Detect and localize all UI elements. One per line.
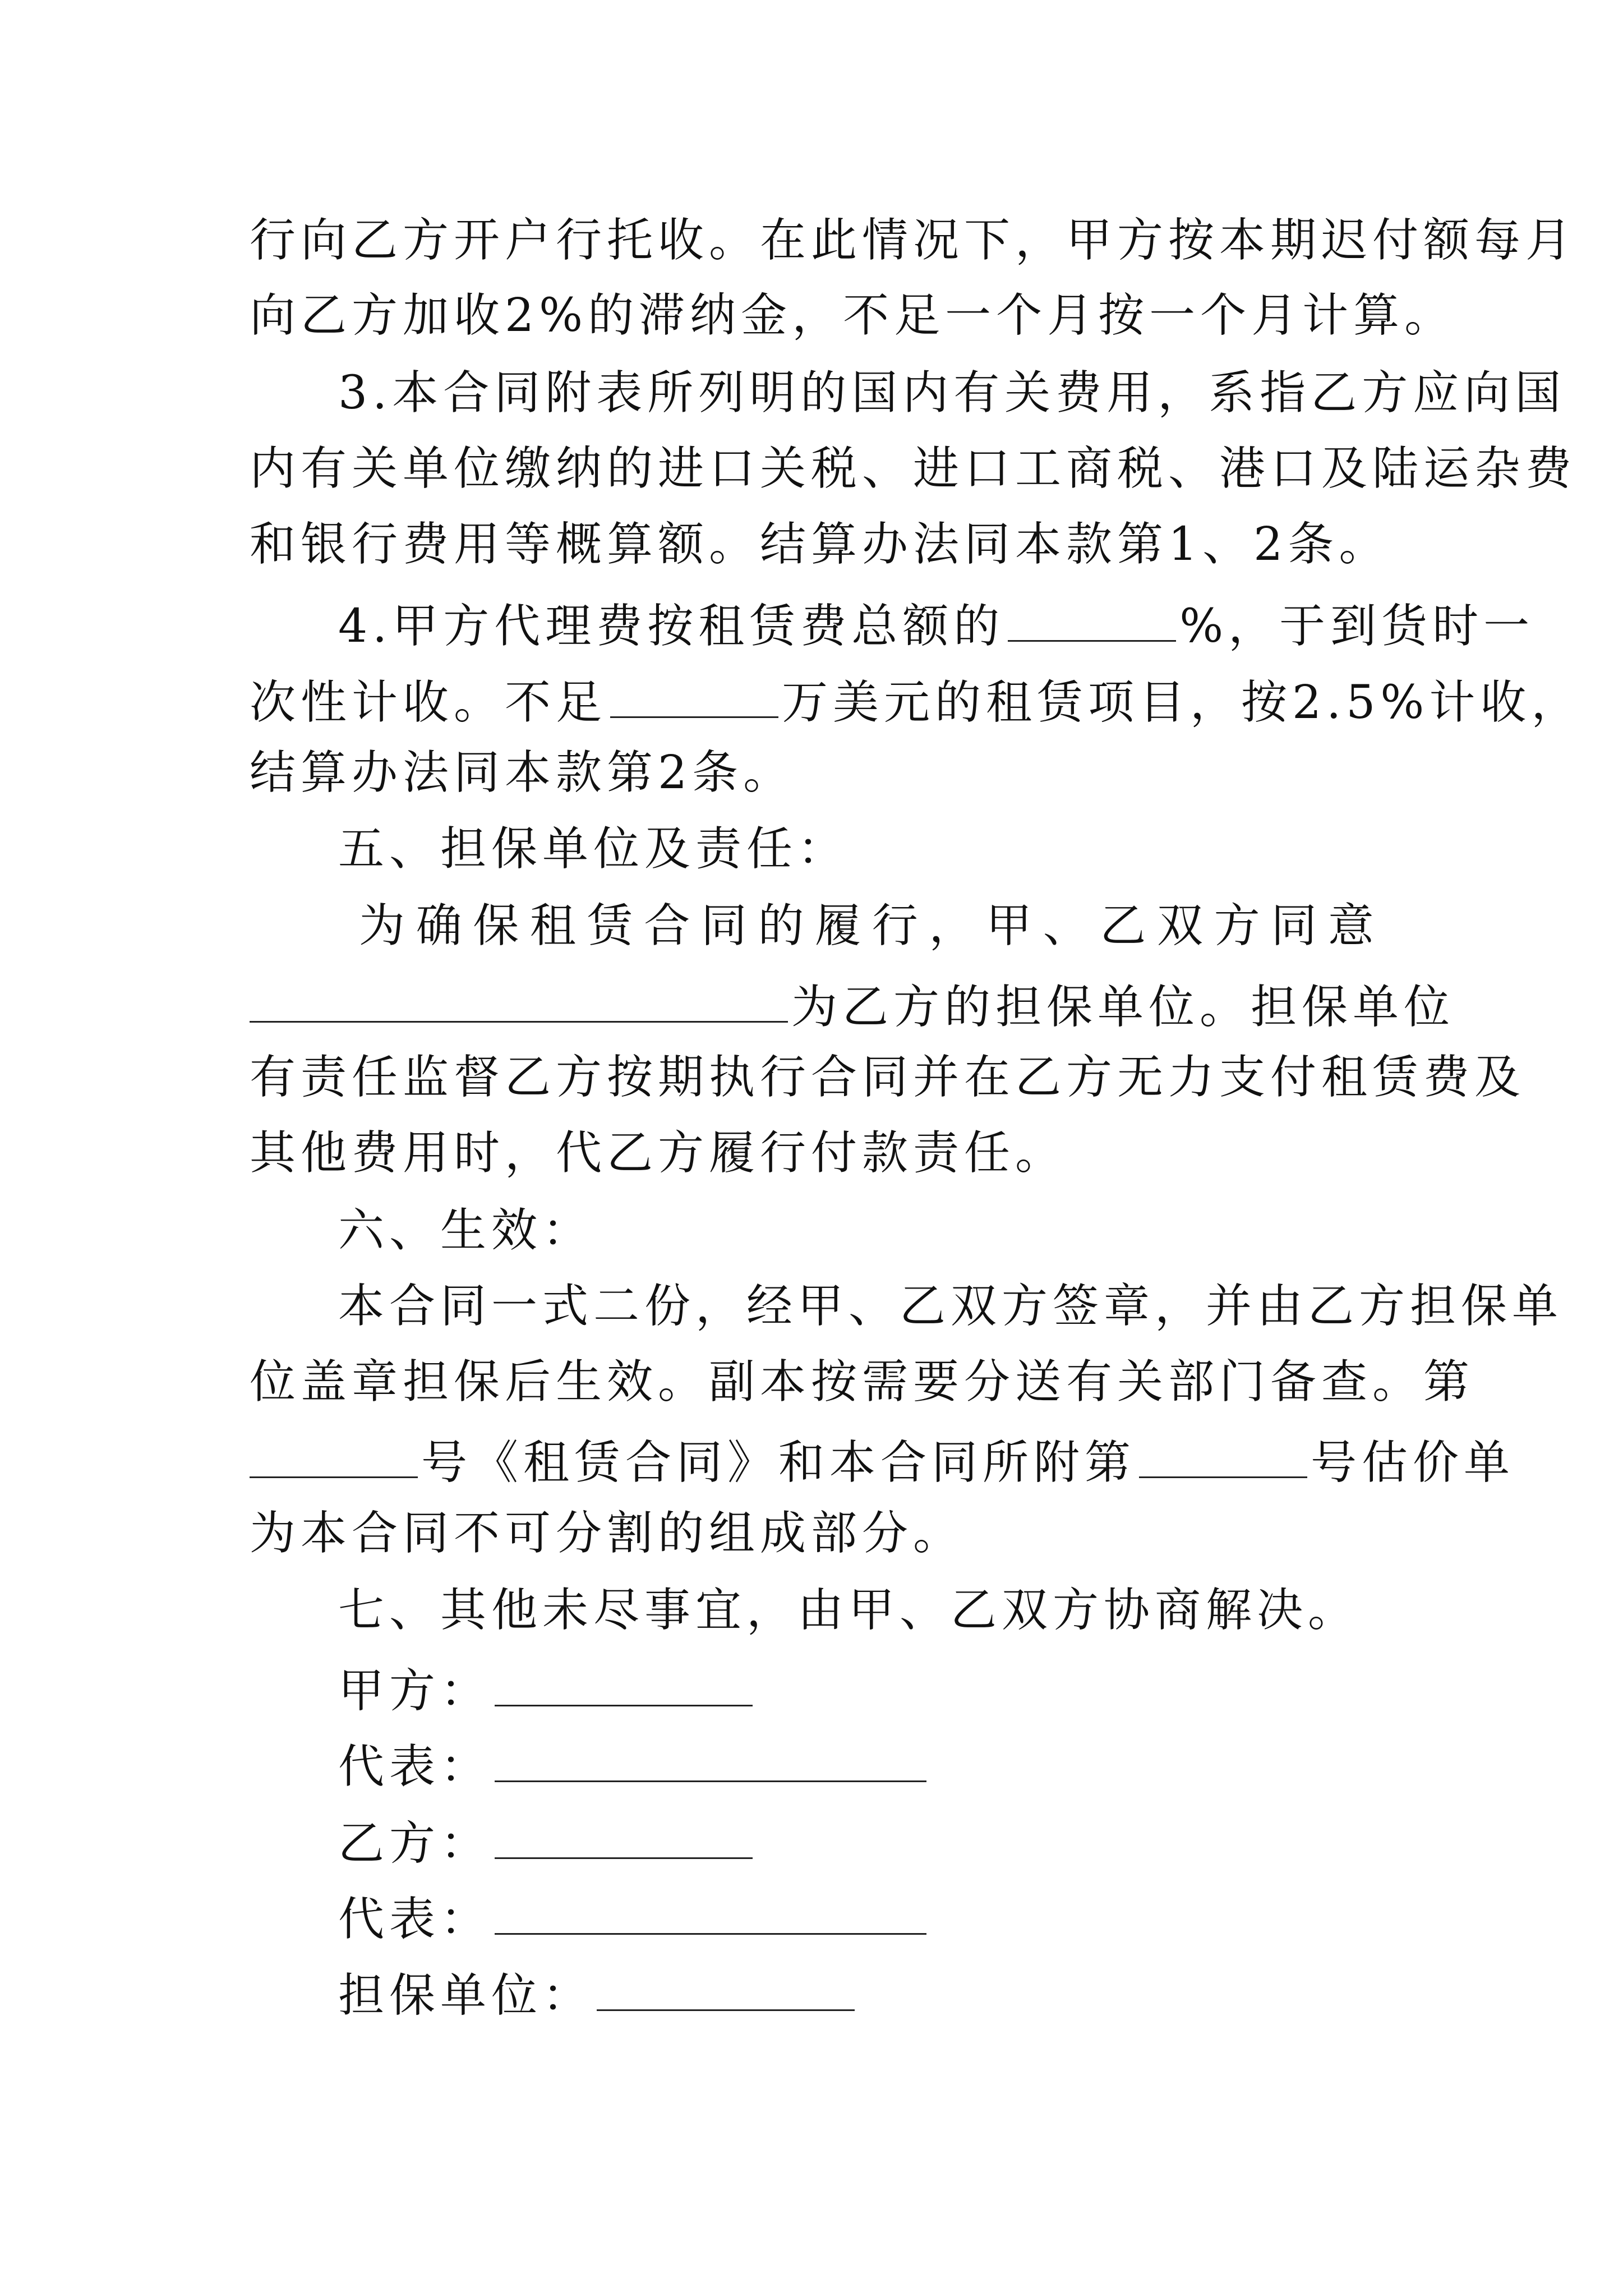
section-5-char: 、 bbox=[1043, 899, 1089, 953]
section-5-char: 甲 bbox=[986, 899, 1032, 953]
section-5-char: 意 bbox=[1327, 899, 1374, 953]
clause-3-line: 和银行费用等概算额。结算办法同本款第1、2条。 bbox=[250, 518, 1390, 571]
clause-4-line bbox=[250, 675, 1583, 729]
section-6-text: 号《租赁合同》和本合同所附第 bbox=[421, 1435, 1136, 1489]
rep-b-blank[interactable] bbox=[495, 1892, 926, 1935]
section-7: 七、其他未尽事宜，由甲、乙双方协商解决。 bbox=[338, 1584, 1359, 1637]
section-6-line: 位盖章担保后生效。副本按需要分送有关部门备查。第 bbox=[250, 1355, 1475, 1409]
section-5-char: 方 bbox=[1214, 899, 1260, 953]
min-amount-blank[interactable] bbox=[610, 675, 778, 718]
section-5-char: 合 bbox=[644, 899, 690, 953]
signature-party-b bbox=[338, 1816, 1376, 1870]
section-5-char: 确 bbox=[416, 899, 462, 953]
section-6-line: 本合同一式二份，经甲、乙双方签章，并由乙方担保单 bbox=[338, 1280, 1564, 1333]
section-5-char: 乙 bbox=[1100, 899, 1146, 953]
signature-label: 甲方： bbox=[338, 1664, 492, 1718]
signature-rep-b bbox=[338, 1892, 1376, 1946]
clause-4-text: %，于到货时一 bbox=[1179, 599, 1535, 653]
guarantor-name-blank[interactable] bbox=[250, 979, 788, 1023]
section-5-text: 为乙方的担保单位。担保单位 bbox=[791, 980, 1455, 1034]
section-5-char: 赁 bbox=[587, 899, 633, 953]
section-5-char: 同 bbox=[1271, 899, 1317, 953]
section-5-char: 为 bbox=[359, 899, 405, 953]
clause-4-line: 结算办法同本款第2条。 bbox=[250, 746, 795, 799]
signature-label: 代表： bbox=[338, 1892, 492, 1946]
section-5-line: 其他费用时，代乙方履行付款责任。 bbox=[250, 1126, 1067, 1180]
section-5-char: ， bbox=[929, 899, 975, 953]
party-b-blank[interactable] bbox=[495, 1816, 753, 1859]
estimate-no-blank[interactable] bbox=[1139, 1435, 1307, 1478]
section-6-text: 号估价单 bbox=[1311, 1435, 1515, 1489]
section-5-line bbox=[250, 979, 1455, 1034]
section-5-char: 同 bbox=[700, 899, 747, 953]
signature-label: 担保单位： bbox=[338, 1968, 594, 2022]
section-5-char: 双 bbox=[1156, 899, 1203, 953]
section-5-line: 有责任监督乙方按期执行合同并在乙方无力支付租赁费及 bbox=[250, 1051, 1526, 1104]
party-a-blank[interactable] bbox=[495, 1663, 753, 1706]
section-5-line bbox=[359, 899, 1374, 953]
agency-fee-percent-blank[interactable] bbox=[1008, 599, 1176, 642]
section-5-char: 履 bbox=[815, 899, 861, 953]
guarantor-blank[interactable] bbox=[597, 1968, 855, 2011]
section-5-char: 租 bbox=[529, 899, 576, 953]
paragraph-line: 行向乙方开户行托收。在此情况下，甲方按本期迟付额每月 bbox=[250, 214, 1577, 267]
paragraph-line: 向乙方加收2%的滞纳金，不足一个月按一个月计算。 bbox=[250, 289, 1456, 342]
clause-3-line: 3.本合同附表所列明的国内有关费用，系指乙方应向国 bbox=[338, 366, 1566, 420]
clause-4-text: 次性计收。不足 bbox=[250, 675, 607, 729]
section-5-heading: 五、担保单位及责任： bbox=[338, 822, 849, 876]
signature-label: 代表： bbox=[338, 1740, 492, 1793]
rep-a-blank[interactable] bbox=[495, 1739, 926, 1782]
signature-party-a bbox=[338, 1663, 1376, 1718]
clause-4-text: 万美元的租赁项目，按2.5%计收， bbox=[782, 675, 1583, 729]
section-6-line: 为本合同不可分割的组成部分。 bbox=[250, 1507, 965, 1560]
signature-guarantor bbox=[338, 1968, 1376, 2022]
section-6-line bbox=[250, 1435, 1515, 1489]
section-5-char: 保 bbox=[473, 899, 519, 953]
lease-contract-no-blank[interactable] bbox=[250, 1435, 418, 1478]
signature-label: 乙方： bbox=[338, 1816, 492, 1870]
clause-3-line: 内有关单位缴纳的进口关税、进口工商税、港口及陆运杂费 bbox=[250, 442, 1577, 495]
clause-4-line bbox=[338, 599, 1535, 653]
clause-4-text: 4.甲方代理费按租赁费总额的 bbox=[338, 599, 1005, 653]
signature-rep-a bbox=[338, 1739, 1376, 1793]
section-5-char: 行 bbox=[872, 899, 918, 953]
section-6-heading: 六、生效： bbox=[338, 1204, 594, 1257]
section-5-char: 的 bbox=[758, 899, 804, 953]
